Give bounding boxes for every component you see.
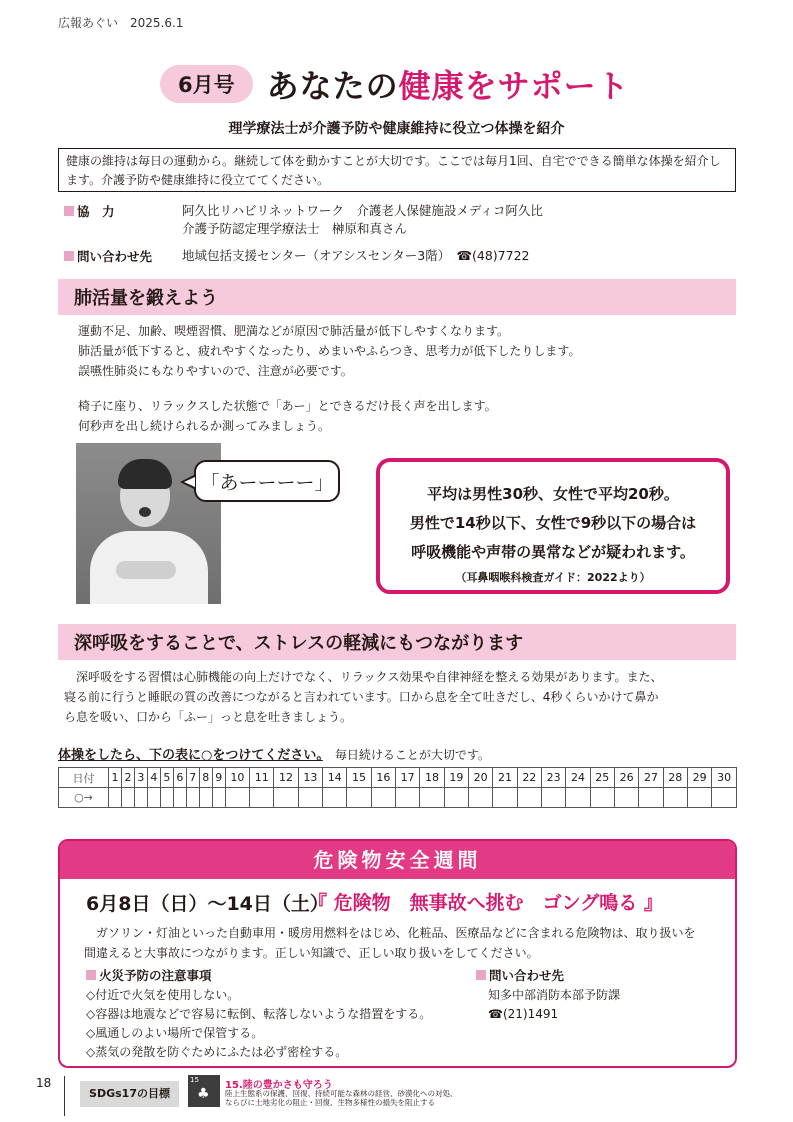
list-item: ◇風通しのよい場所で保管する。 — [86, 1026, 264, 1040]
day-cell: 5 — [160, 768, 173, 788]
section-title: 深呼吸をすることで、ストレスの軽減にもつながります — [74, 633, 524, 654]
tree-icon: ♣ — [197, 1086, 210, 1102]
title-main — [267, 61, 630, 107]
check-cell[interactable] — [663, 788, 687, 808]
check-cell[interactable] — [517, 788, 541, 808]
section-header-lung — [58, 279, 736, 315]
text-line: 寝る前に行うと睡眠の質の改善につながると言われています。口から息を全て吐きだし、4秒くらいかけて鼻か — [64, 690, 659, 704]
check-cell[interactable] — [493, 788, 517, 808]
text-line: 間違えると大事故につながります。正しい知識で、正しい取り扱いをしてください。 — [84, 946, 539, 960]
check-header: ○→ — [59, 788, 109, 808]
day-cell: 9 — [212, 768, 225, 788]
page-number: 18 — [36, 1076, 52, 1090]
title-prefix: あなたの — [266, 67, 399, 105]
list-item: ◇蒸気の発散を防ぐためにふたは必ず密栓する。 — [86, 1045, 348, 1059]
check-cell[interactable] — [347, 788, 371, 808]
contact-label: 問い合わせ先 — [64, 247, 182, 265]
day-cell: 27 — [639, 768, 663, 788]
section-title: 肺活量を鍛えよう — [74, 288, 218, 309]
table-row-dates — [59, 768, 737, 788]
text-line: 誤嚥性肺炎にもなりやすいので、注意が必要です。 — [78, 364, 353, 378]
check-cell[interactable] — [566, 788, 590, 808]
contact-value: 地域包括支援センター（オアシスセンター3階） ☎(48)7722 — [182, 248, 530, 263]
day-cell: 23 — [541, 768, 565, 788]
text-line: ら息を吸い、口から「ふー」っと息を吐きましょう。 — [64, 710, 353, 724]
check-cell[interactable] — [614, 788, 638, 808]
hazard-slogan: 『 危険物 無事故へ挑む ゴング鳴る 』 — [308, 892, 663, 914]
text-line: 椅子に座り、リラックスした状態で「あー」とできるだけ長く声を出します。 — [78, 399, 497, 413]
hazard-week-panel — [58, 839, 737, 1068]
day-cell: 20 — [469, 768, 493, 788]
cooperation-line1: 阿久比リハビリネットワーク 介護老人保健施設メディコ阿久比 — [182, 203, 543, 218]
square-bullet-icon — [64, 206, 74, 216]
day-cell: 12 — [274, 768, 298, 788]
hazard-text — [84, 923, 724, 963]
sdgs-badge: SDGs17の目標 — [80, 1081, 179, 1107]
list-item: ◇容器は地震などで容易に転倒、転落しないような措置をする。 — [86, 1007, 432, 1021]
check-cell[interactable] — [639, 788, 663, 808]
sdgs-goal-title: 15.陸の豊かさも守ろう — [225, 1080, 333, 1091]
speech-bubble: 「あーーーー」 — [194, 460, 340, 502]
breathing-paragraph — [64, 667, 662, 727]
day-cell: 29 — [687, 768, 711, 788]
check-cell[interactable] — [371, 788, 395, 808]
text-line: 運動不足、加齢、喫煙習慣、肥満などが原因で肺活量が低下しやすくなります。 — [78, 324, 510, 338]
check-cell[interactable] — [134, 788, 147, 808]
day-cell: 24 — [566, 768, 590, 788]
intro-box: 健康の維持は毎日の運動から。継続して体を動かすことが大切です。ここでは毎月1回、自宅でできる簡単な体操を紹介します。介護予防や健康維持に役立ててください。 — [58, 148, 736, 192]
table-row-checks — [59, 788, 737, 808]
contact-phone: ☎(21)1491 — [488, 1007, 559, 1021]
day-cell: 25 — [590, 768, 614, 788]
day-cell: 15 — [347, 768, 371, 788]
text-line: ならびに土地劣化の阻止・回復、生物多様性の損失を阻止する — [225, 1098, 435, 1107]
lung-paragraph-1 — [78, 321, 580, 381]
icon-number: 15 — [190, 1076, 199, 1084]
exercise-check-table — [58, 767, 737, 808]
title-highlight: 健康をサポート — [398, 67, 630, 105]
contact-row — [64, 247, 530, 265]
contact-name: 知多中部消防本部予防課 — [488, 988, 621, 1002]
footer-divider — [64, 1076, 65, 1116]
table-caption — [58, 744, 490, 763]
table-instruction: 体操をしたら、下の表に○をつけてください。 — [58, 748, 323, 763]
text-line: 陸上生態系の保護、回復、持続可能な森林の経営、砂漠化への対処、 — [225, 1089, 458, 1098]
day-cell: 4 — [147, 768, 160, 788]
day-cell: 19 — [444, 768, 468, 788]
day-cell: 22 — [517, 768, 541, 788]
check-cell[interactable] — [687, 788, 711, 808]
stat-source: （耳鼻咽喉科検査ガイド：2022より） — [455, 571, 651, 584]
day-cell: 17 — [396, 768, 420, 788]
day-cell: 7 — [186, 768, 199, 788]
cooperation-row — [64, 202, 543, 238]
page-title — [160, 62, 630, 106]
day-cell: 18 — [420, 768, 444, 788]
table-note: 毎日続けることが大切です。 — [322, 748, 490, 762]
stats-box — [376, 458, 730, 594]
check-cell[interactable] — [160, 788, 173, 808]
date-header: 日付 — [59, 768, 109, 788]
day-cell: 10 — [225, 768, 249, 788]
check-cell[interactable] — [590, 788, 614, 808]
check-cell[interactable] — [274, 788, 298, 808]
hazard-contact-title: 問い合わせ先 — [476, 966, 564, 984]
subtitle: 理学療法士が介護予防や健康維持に役立つ体操を紹介 — [228, 121, 565, 137]
check-cell[interactable] — [444, 788, 468, 808]
square-bullet-icon — [64, 251, 74, 261]
day-cell: 21 — [493, 768, 517, 788]
stat-line: 呼吸機能や声帯の異常などが疑われます。 — [411, 543, 695, 561]
hazard-heading: 危険物安全週間 — [60, 841, 735, 879]
cooperation-line2: 介護予防認定理学療法士 榊原和真さん — [182, 221, 408, 236]
issue-badge: 6月号 — [160, 65, 253, 103]
text-line: 肺活量が低下すると、疲れやすくなったり、めまいやふらつき、思考力が低下したりします。 — [78, 344, 581, 358]
check-cell[interactable] — [147, 788, 160, 808]
check-cell[interactable] — [186, 788, 199, 808]
section-header-breathing — [58, 624, 736, 660]
check-cell[interactable] — [396, 788, 420, 808]
square-bullet-icon — [86, 970, 96, 980]
day-cell: 1 — [109, 768, 122, 788]
day-cell: 14 — [323, 768, 347, 788]
sdgs-goal-15-icon — [188, 1075, 220, 1107]
day-cell: 30 — [712, 768, 737, 788]
check-cell[interactable] — [199, 788, 212, 808]
cooperation-label: 協 力 — [64, 202, 182, 238]
day-cell: 16 — [371, 768, 395, 788]
day-cell: 13 — [298, 768, 322, 788]
day-cell: 28 — [663, 768, 687, 788]
day-cell: 26 — [614, 768, 638, 788]
day-cell: 3 — [134, 768, 147, 788]
speech-bubble-tail-inner — [184, 477, 195, 487]
precautions-list — [86, 986, 431, 1062]
check-cell[interactable] — [212, 788, 225, 808]
check-cell[interactable] — [225, 788, 249, 808]
check-cell[interactable] — [420, 788, 444, 808]
day-cell: 11 — [250, 768, 274, 788]
hazard-contact — [488, 986, 620, 1024]
check-cell[interactable] — [298, 788, 322, 808]
check-cell[interactable] — [173, 788, 186, 808]
text-line: 何秒声を出し続けられるか測ってみましょう。 — [78, 419, 331, 433]
check-cell[interactable] — [469, 788, 493, 808]
check-cell[interactable] — [121, 788, 134, 808]
day-cell: 6 — [173, 768, 186, 788]
day-cell: 8 — [199, 768, 212, 788]
precautions-title: 火災予防の注意事項 — [86, 966, 212, 984]
day-cell: 2 — [121, 768, 134, 788]
text-line: ガソリン・灯油といった自動車用・暖房用燃料をはじめ、化粧品、医療品などに含まれる危険物は、取り扱いを — [84, 926, 696, 940]
stat-line: 平均は男性30秒、女性で平均20秒。 — [427, 485, 679, 503]
check-cell[interactable] — [712, 788, 737, 808]
check-cell[interactable] — [323, 788, 347, 808]
list-item: ◇付近で火気を使用しない。 — [86, 988, 240, 1002]
check-cell[interactable] — [250, 788, 274, 808]
square-bullet-icon — [476, 970, 486, 980]
sdgs-goal-description — [225, 1089, 458, 1107]
check-cell[interactable] — [541, 788, 565, 808]
lung-paragraph-2 — [78, 396, 497, 436]
hazard-date: 6月8日（日）～14日（土） — [86, 893, 329, 915]
stat-line: 男性で14秒以下、女性で9秒以下の場合は — [409, 514, 697, 532]
publication-header: 広報あぐい 2025.6.1 — [58, 16, 184, 30]
check-cell[interactable] — [109, 788, 122, 808]
text-line: 深呼吸をする習慣は心肺機能の向上だけでなく、リラックス効果や自律神経を整える効果があります。また、 — [64, 670, 663, 684]
